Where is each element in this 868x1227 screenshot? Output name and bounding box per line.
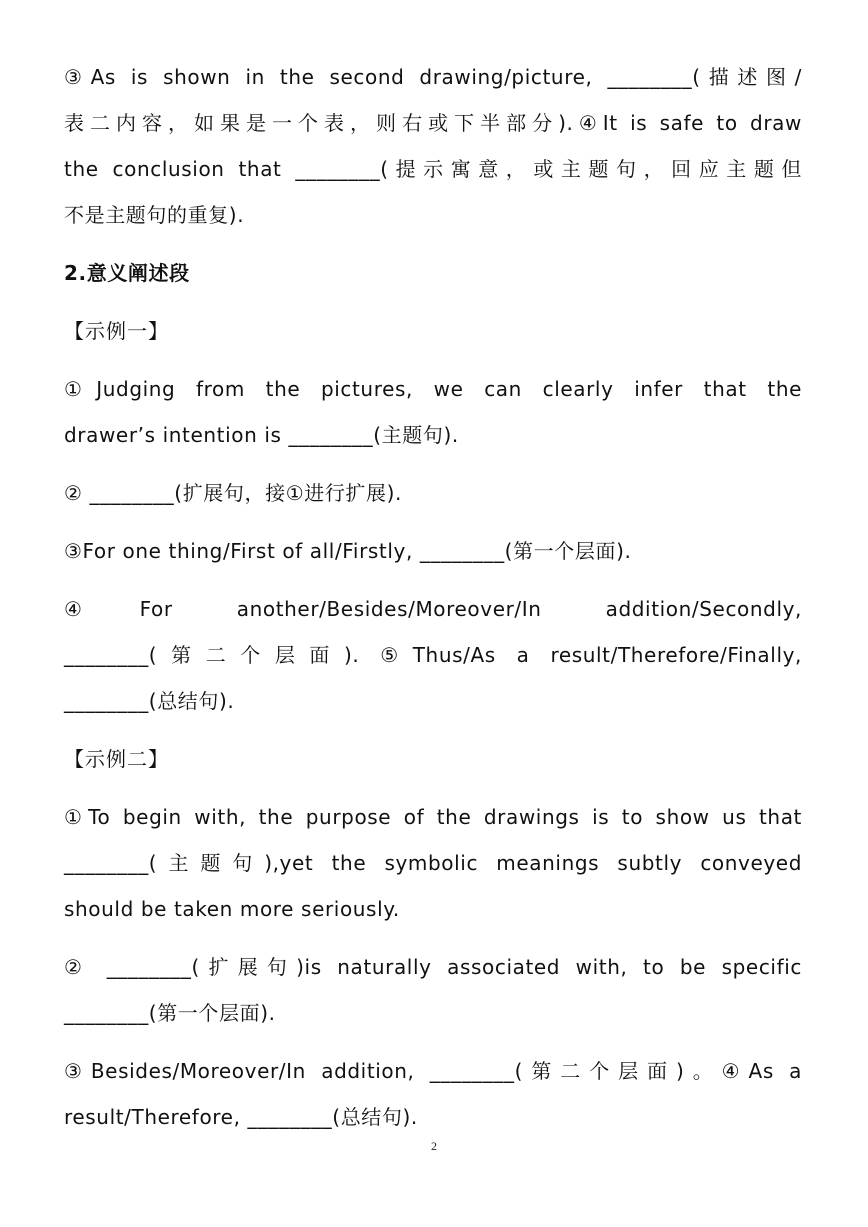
example-one-sentence-1: [64, 366, 802, 458]
text-line: ④For another/Besides/Moreover/In addition/Secondly,: [64, 597, 802, 621]
text-line: ________(主题句),yet the symbolic meanings subtly conveyed: [64, 851, 802, 875]
text-line: ________(第一个层面).: [64, 1001, 276, 1025]
text-line: should be taken more seriously.: [64, 897, 400, 921]
example-one-label: [64, 308, 802, 354]
section-heading-text: 2.意义阐述段: [64, 261, 190, 285]
text-line: ③As is shown in the second drawing/picture, ________(描述图/: [64, 65, 802, 89]
text-line: result/Therefore, ________(总结句).: [64, 1105, 418, 1129]
example-one-sentence-2: [64, 470, 802, 516]
example-label-text: 【示例一】: [64, 319, 169, 343]
example-label-text: 【示例二】: [64, 747, 169, 771]
text-line: ② ________(扩展句，接①进行扩展).: [64, 481, 402, 505]
example-two-sentence-3-4: [64, 1048, 802, 1140]
document-body: [64, 54, 802, 1152]
text-line: ________(总结句).: [64, 689, 235, 713]
paragraph-description-second-picture: [64, 54, 802, 238]
text-line: ③Besides/Moreover/In addition, ________(第二个层面)。④As a: [64, 1059, 802, 1083]
example-two-sentence-1: [64, 794, 802, 932]
text-line: 不是主题句的重复).: [64, 203, 245, 227]
example-two-sentence-2: [64, 944, 802, 1036]
section-heading: [64, 250, 802, 296]
page-number: 2: [431, 1139, 437, 1153]
text-line: ② ________(扩展句)is naturally associated with, to be specific: [64, 955, 802, 979]
text-line: 表二内容，如果是一个表，则右或下半部分).④It is safe to draw: [64, 111, 802, 135]
text-line: ________(第二个层面). ⑤Thus/As a result/Therefore/Finally,: [64, 643, 802, 667]
text-line: ①To begin with, the purpose of the drawings is to show us that: [64, 805, 802, 829]
example-one-sentence-4-5: [64, 586, 802, 724]
text-line: ③For one thing/First of all/Firstly, ________(第一个层面).: [64, 539, 632, 563]
text-line: the conclusion that ________(提示寓意，或主题句，回应主题但: [64, 157, 802, 181]
example-one-sentence-3: [64, 528, 802, 574]
text-line: ①Judging from the pictures, we can clearly infer that the: [64, 377, 802, 401]
text-line: drawer’s intention is ________(主题句).: [64, 423, 459, 447]
example-two-label: [64, 736, 802, 782]
